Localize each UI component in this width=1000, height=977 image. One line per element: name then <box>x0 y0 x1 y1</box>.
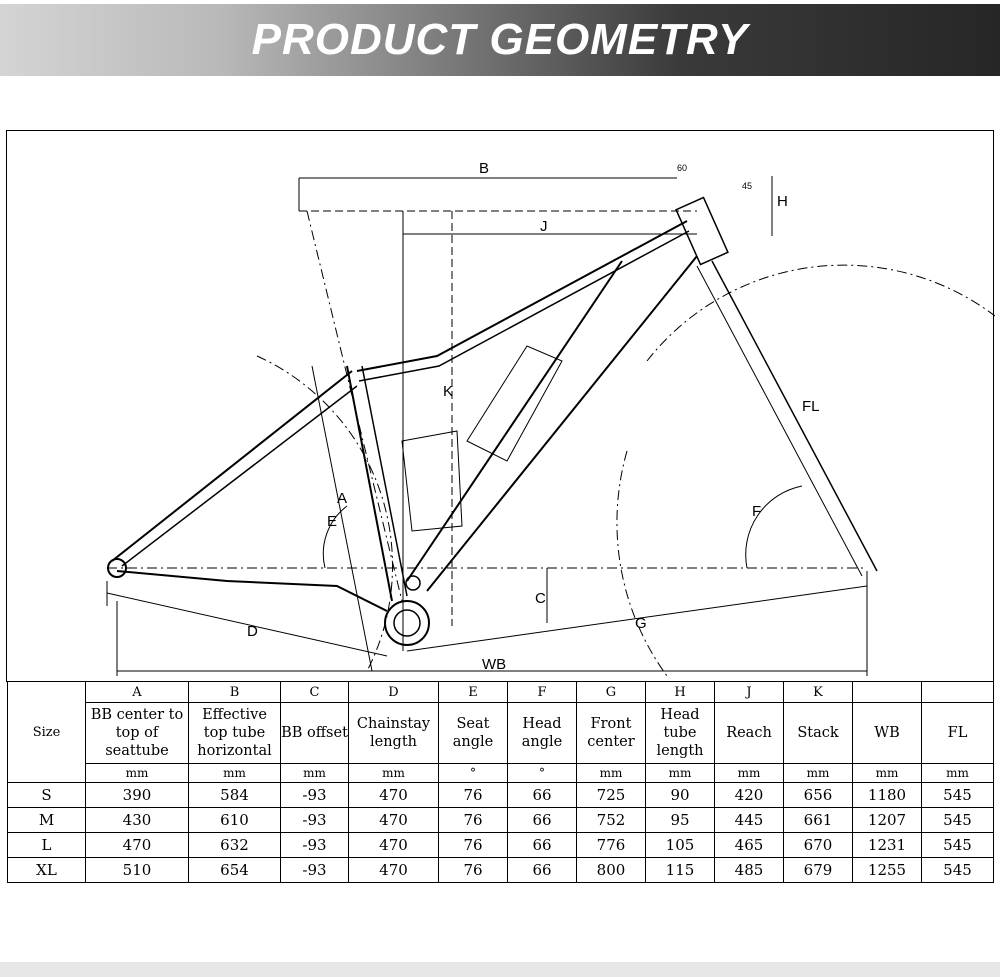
column-unit: ° <box>439 764 508 783</box>
value-cell: 430 <box>86 808 189 833</box>
label-d: D <box>247 623 258 640</box>
table-row <box>8 858 994 883</box>
label-h: H <box>777 193 788 210</box>
value-cell: 679 <box>784 858 853 883</box>
bottom-bracket-inner <box>394 610 420 636</box>
value-cell: 510 <box>86 858 189 883</box>
column-letter: H <box>646 682 715 703</box>
column-unit: mm <box>715 764 784 783</box>
value-cell: 445 <box>715 808 784 833</box>
column-description: FL <box>922 703 994 764</box>
label-wb: WB <box>482 656 507 673</box>
label-f: F <box>752 503 762 520</box>
column-description: Chainstay length <box>349 703 439 764</box>
value-cell: 1231 <box>853 833 922 858</box>
value-cell: 470 <box>349 833 439 858</box>
column-letter <box>922 682 994 703</box>
column-unit: mm <box>189 764 281 783</box>
label-60: 60 <box>677 163 688 173</box>
value-cell: 545 <box>922 808 994 833</box>
column-unit: mm <box>281 764 349 783</box>
column-letter: K <box>784 682 853 703</box>
top-tube <box>357 221 687 371</box>
value-cell: 95 <box>646 808 715 833</box>
value-cell: -93 <box>281 833 349 858</box>
label-a: A <box>337 490 348 507</box>
column-letter: F <box>508 682 577 703</box>
column-description: Head angle <box>508 703 577 764</box>
value-cell: 76 <box>439 833 508 858</box>
value-cell: 545 <box>922 783 994 808</box>
dim-a-line <box>312 366 372 671</box>
bottle-upper <box>467 346 562 461</box>
frame-geometry-drawing <box>6 130 994 682</box>
bottle-lower <box>402 431 462 531</box>
label-45: 45 <box>742 181 753 191</box>
value-cell: 485 <box>715 858 784 883</box>
value-cell: 420 <box>715 783 784 808</box>
down-tube <box>407 261 622 581</box>
column-letter: B <box>189 682 281 703</box>
value-cell: 654 <box>189 858 281 883</box>
column-unit: mm <box>86 764 189 783</box>
seat-stay <box>112 371 352 561</box>
column-unit: mm <box>646 764 715 783</box>
fork-line-2 <box>697 266 862 576</box>
value-cell: 800 <box>577 858 646 883</box>
front-wheel-arc-bottom <box>617 451 667 676</box>
size-cell: XL <box>8 858 86 883</box>
value-cell: 76 <box>439 858 508 883</box>
value-cell: 470 <box>349 808 439 833</box>
bottom-strip <box>0 962 1000 977</box>
label-g: G <box>635 615 647 632</box>
column-letter: J <box>715 682 784 703</box>
column-description: Seat angle <box>439 703 508 764</box>
value-cell: 632 <box>189 833 281 858</box>
size-cell: L <box>8 833 86 858</box>
value-cell: 545 <box>922 833 994 858</box>
column-unit: mm <box>349 764 439 783</box>
column-letter: E <box>439 682 508 703</box>
value-cell: 1207 <box>853 808 922 833</box>
column-unit: mm <box>853 764 922 783</box>
label-b: B <box>479 160 490 177</box>
head-tube <box>676 197 728 264</box>
value-cell: 90 <box>646 783 715 808</box>
rear-wheel-arc <box>257 356 393 671</box>
value-cell: 545 <box>922 858 994 883</box>
bottom-bracket-outer <box>385 601 429 645</box>
value-cell: 670 <box>784 833 853 858</box>
unit-row <box>8 764 994 783</box>
value-cell: -93 <box>281 783 349 808</box>
column-description: Reach <box>715 703 784 764</box>
column-letter <box>853 682 922 703</box>
column-letter: A <box>86 682 189 703</box>
column-unit: mm <box>784 764 853 783</box>
column-unit: mm <box>922 764 994 783</box>
size-cell: M <box>8 808 86 833</box>
table-row <box>8 833 994 858</box>
value-cell: 725 <box>577 783 646 808</box>
value-cell: 610 <box>189 808 281 833</box>
value-cell: 661 <box>784 808 853 833</box>
value-cell: 1255 <box>853 858 922 883</box>
value-cell: 66 <box>508 833 577 858</box>
title-banner <box>0 4 1000 76</box>
value-cell: -93 <box>281 858 349 883</box>
value-cell: 584 <box>189 783 281 808</box>
label-j: J <box>540 218 548 235</box>
fork-line-1 <box>712 261 877 571</box>
geometry-table <box>7 681 994 883</box>
front-wheel-arc-top <box>647 265 995 361</box>
value-cell: -93 <box>281 808 349 833</box>
column-description: Stack <box>784 703 853 764</box>
description-row <box>8 703 994 764</box>
value-cell: 390 <box>86 783 189 808</box>
value-cell: 465 <box>715 833 784 858</box>
top-tube-inner <box>359 231 689 381</box>
column-description: Head tube length <box>646 703 715 764</box>
column-letter: G <box>577 682 646 703</box>
label-e: E <box>327 513 338 530</box>
value-cell: 105 <box>646 833 715 858</box>
label-k: K <box>443 383 454 400</box>
value-cell: 66 <box>508 808 577 833</box>
column-letter: C <box>281 682 349 703</box>
value-cell: 66 <box>508 858 577 883</box>
value-cell: 470 <box>86 833 189 858</box>
column-unit: ° <box>508 764 577 783</box>
value-cell: 66 <box>508 783 577 808</box>
banner-title: PRODUCT GEOMETRY <box>251 15 749 64</box>
label-fl: FL <box>802 398 820 415</box>
value-cell: 470 <box>349 858 439 883</box>
down-tube-lower <box>427 256 697 591</box>
value-cell: 752 <box>577 808 646 833</box>
value-cell: 1180 <box>853 783 922 808</box>
value-cell: 76 <box>439 808 508 833</box>
value-cell: 76 <box>439 783 508 808</box>
size-cell: S <box>8 783 86 808</box>
column-unit: mm <box>577 764 646 783</box>
column-description: Front center <box>577 703 646 764</box>
value-cell: 115 <box>646 858 715 883</box>
column-description: WB <box>853 703 922 764</box>
chain-stay <box>117 571 387 611</box>
column-description: Effective top tube horizontal <box>189 703 281 764</box>
size-header: Size <box>8 682 86 783</box>
column-letter: D <box>349 682 439 703</box>
label-c: C <box>535 590 546 607</box>
table-row <box>8 783 994 808</box>
letter-row <box>8 682 994 703</box>
frame-diagram <box>7 131 995 683</box>
table-row <box>8 808 994 833</box>
column-description: BB center to top of seattube <box>86 703 189 764</box>
value-cell: 470 <box>349 783 439 808</box>
value-cell: 656 <box>784 783 853 808</box>
value-cell: 776 <box>577 833 646 858</box>
pivot <box>406 576 420 590</box>
column-description: BB offset <box>281 703 349 764</box>
head-angle-arc <box>746 486 802 568</box>
